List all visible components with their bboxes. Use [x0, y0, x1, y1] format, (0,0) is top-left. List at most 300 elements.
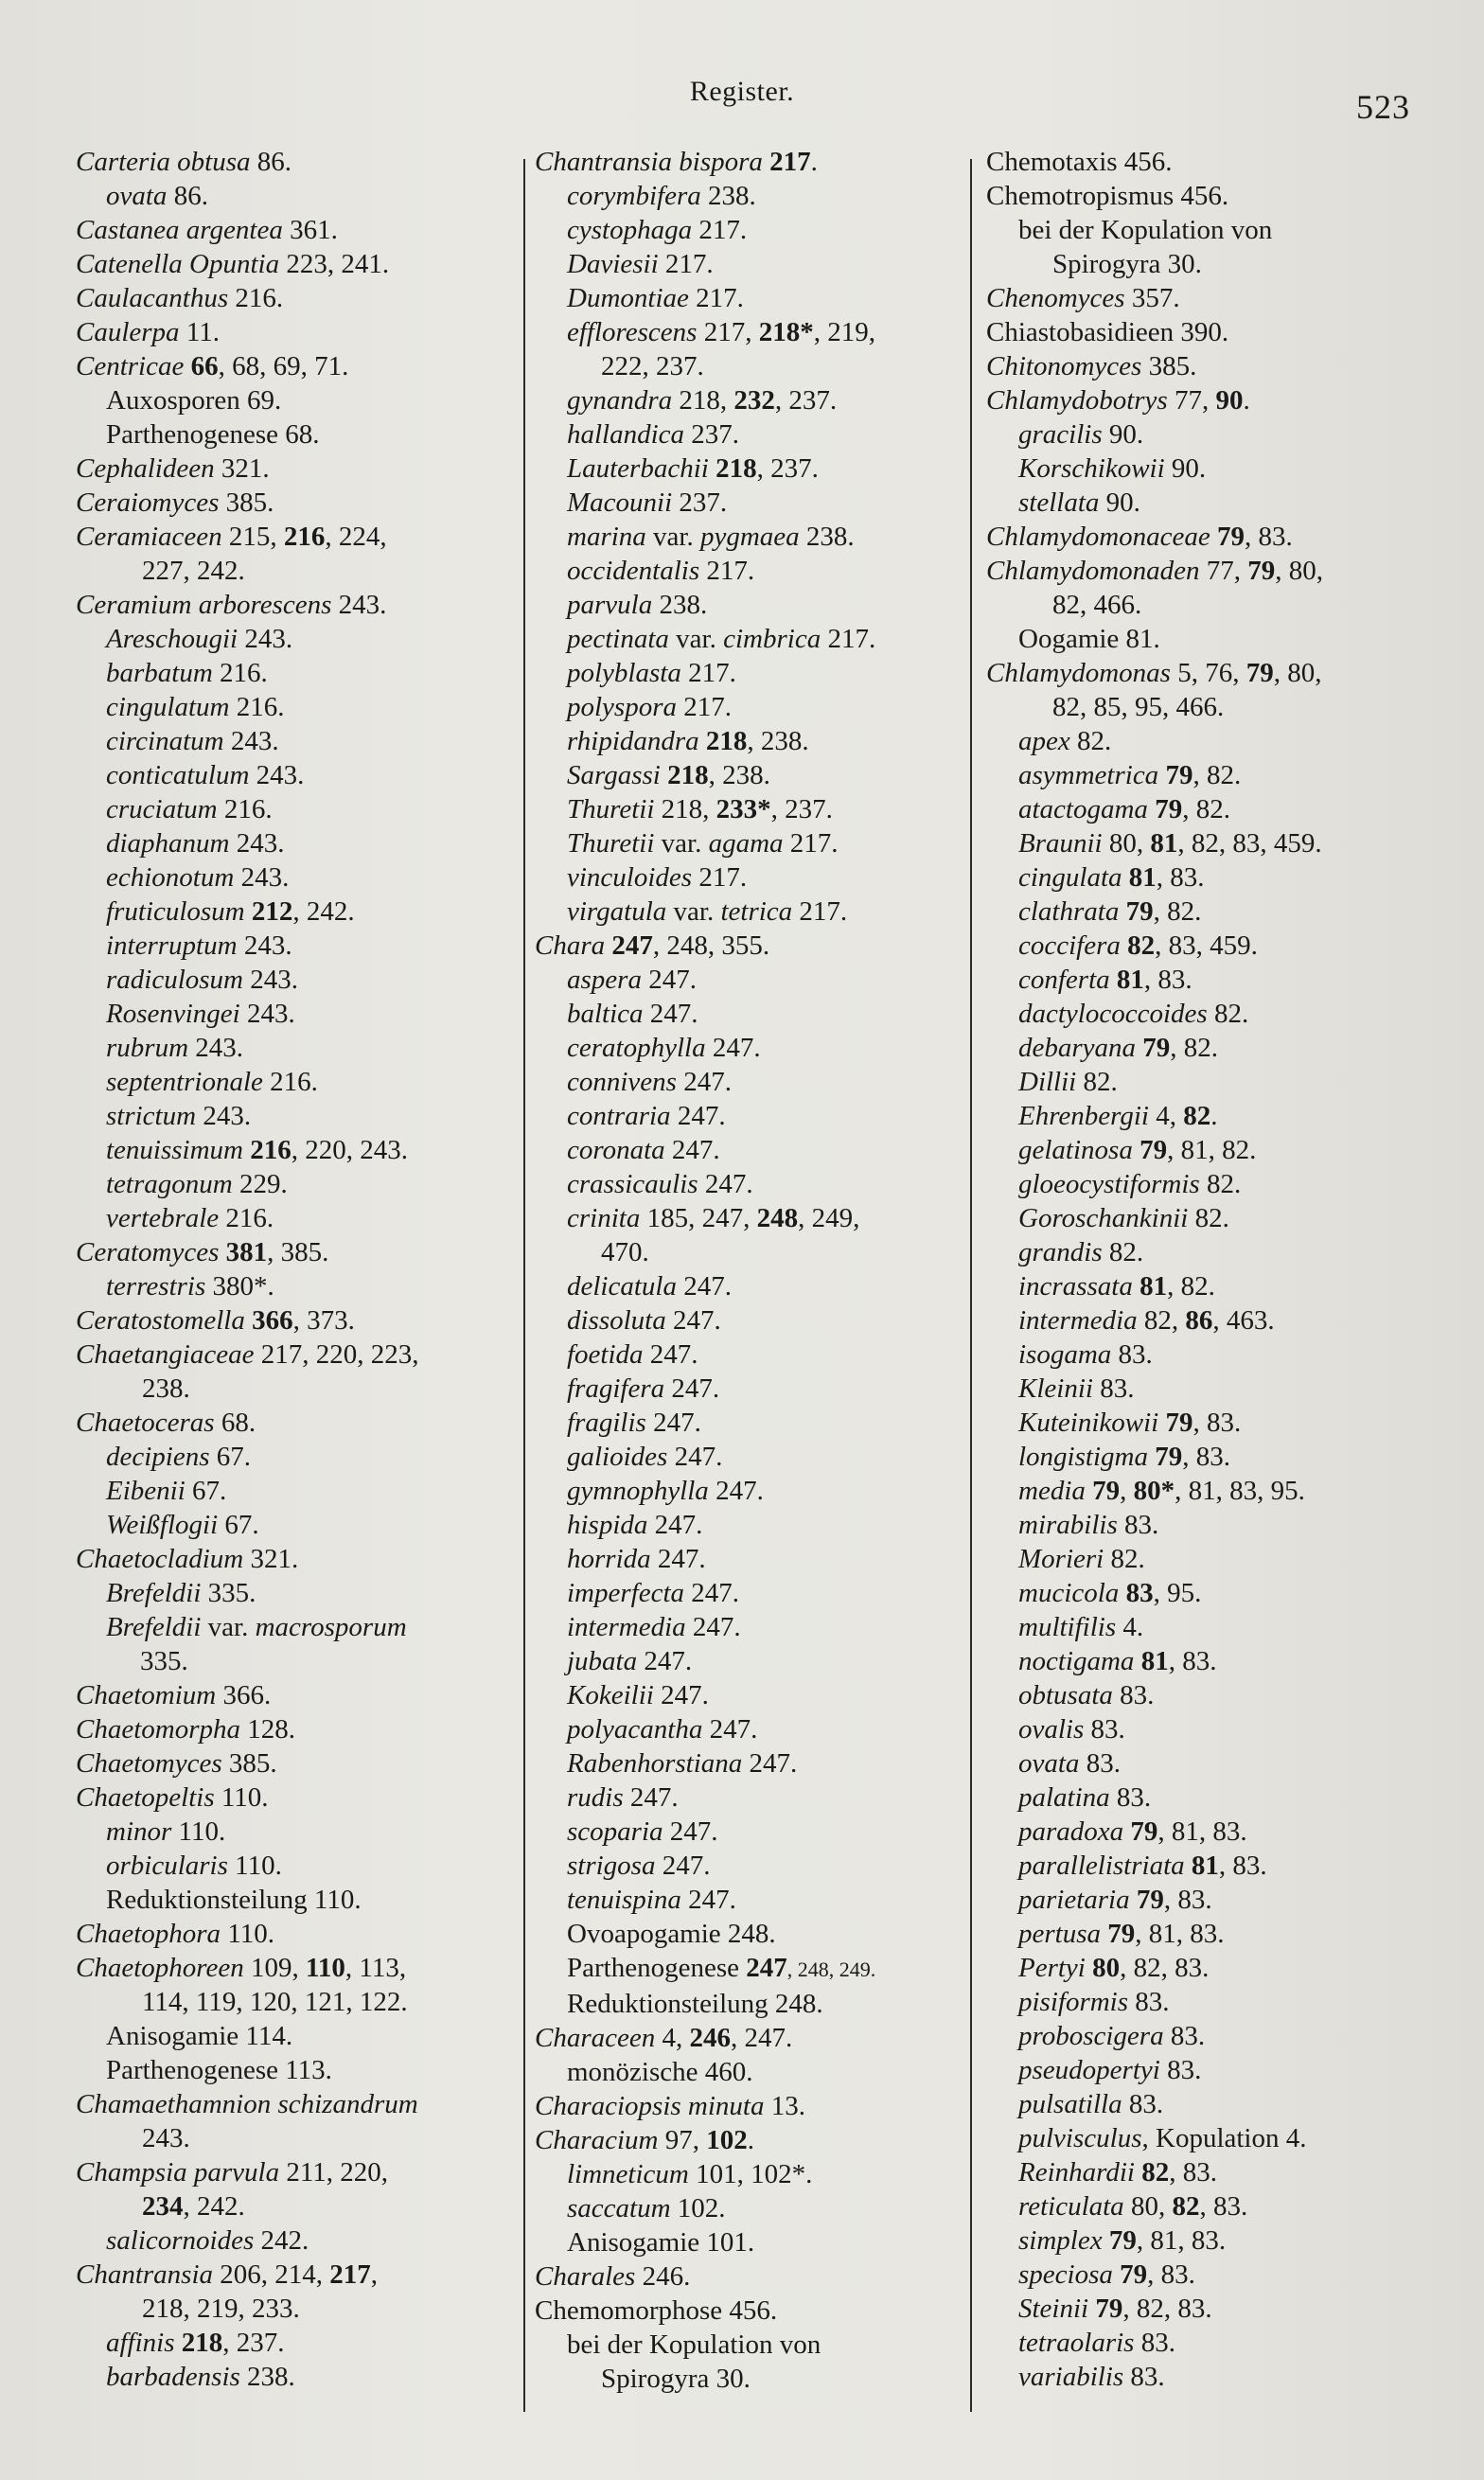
entry-name: noctigama: [1018, 1646, 1135, 1676]
index-entry: [76, 2087, 513, 2155]
entry-text: 357.: [1124, 283, 1180, 313]
entry-text: 83.: [1109, 1782, 1152, 1813]
entry-text: 366.: [216, 1680, 272, 1710]
index-subentry: [986, 1201, 1412, 1235]
entry-text: 243.: [331, 590, 387, 620]
entry-page-main: 82: [1183, 1101, 1211, 1131]
entry-text: 82.: [1104, 1544, 1145, 1574]
entry-page-main: 79: [1165, 1408, 1193, 1438]
entry-text: 247.: [641, 965, 697, 995]
entry-name: Kokeilii: [567, 1680, 654, 1710]
entry-name: cimbrica: [723, 624, 822, 654]
entry-text: 335.: [201, 1578, 256, 1608]
entry-page-main: 234: [142, 2191, 184, 2222]
index-entry: [76, 281, 513, 315]
index-entry: [986, 520, 1412, 554]
entry-name: circinatum: [106, 726, 224, 756]
entry-continuation: 222, 237.: [601, 351, 704, 381]
entry-text: 216.: [228, 283, 284, 313]
entry-text: Oogamie 81.: [1018, 624, 1160, 654]
entry-name: cruciatum: [106, 794, 218, 824]
entry-text: , 81, 83.: [1135, 1919, 1225, 1949]
entry-name: debaryana: [1018, 1033, 1137, 1063]
entry-text: 243.: [238, 624, 293, 654]
entry-text: , 82, 83.: [1120, 1953, 1210, 1983]
entry-text: 238.: [799, 522, 855, 552]
entry-text: 90.: [1099, 487, 1140, 518]
entry-name: minor: [106, 1816, 172, 1847]
entry-page-main: 232: [733, 385, 775, 416]
entry-continuation: 82, 466.: [1052, 590, 1142, 620]
entry-name: Characeen: [535, 2023, 656, 2053]
index-subentry: [76, 1815, 513, 1849]
entry-name: Chaetomorpha: [76, 1714, 240, 1745]
entry-name: multifilis: [1018, 1612, 1117, 1642]
entry-name: salicornoides: [106, 2225, 255, 2256]
entry-text: , 237.: [770, 794, 833, 824]
entry-name: proboscigera: [1018, 2021, 1164, 2051]
entry-text: Parthenogenese: [567, 1953, 747, 1983]
entry-name: delicatula: [567, 1271, 677, 1302]
entry-name: affinis: [106, 2328, 175, 2358]
index-entry: [76, 1303, 513, 1337]
index-subentry: [986, 1508, 1412, 1542]
index-entry: [76, 1746, 513, 1780]
entry-name: ceratophylla: [567, 1033, 706, 1063]
entry-text: [1119, 896, 1125, 927]
index-subentry: [535, 1542, 968, 1576]
index-subentry: [986, 1951, 1412, 1985]
entry-text: 110.: [227, 1851, 282, 1881]
index-subentry: [535, 247, 968, 281]
entry-text: 237.: [684, 419, 740, 450]
index-subentry: [535, 1269, 968, 1303]
entry-page-main: 81: [1128, 862, 1157, 893]
entry-name: pectinata: [567, 624, 669, 654]
entry-text: , 238.: [708, 760, 770, 790]
entry-text: , 373.: [292, 1305, 355, 1336]
index-subentry: [535, 1508, 968, 1542]
entry-name: Chamaethamnion schizandrum: [76, 2089, 418, 2119]
entry-name: efflorescens: [567, 317, 698, 347]
index-subentry: [986, 1303, 1412, 1337]
index-subentry: [535, 383, 968, 417]
index-subentry: [535, 1987, 968, 2021]
entry-text: 67.: [209, 1442, 252, 1472]
entry-name: scoparia: [567, 1816, 663, 1847]
index-subentry: [986, 2326, 1412, 2360]
entry-name: Caulerpa: [76, 317, 180, 347]
entry-name: crinita: [567, 1203, 641, 1233]
entry-name: Reinhardii: [1018, 2157, 1135, 2188]
entry-text: 83.: [1112, 1680, 1155, 1710]
index-subentry: [986, 1849, 1412, 1883]
entry-name: Eibenii: [106, 1476, 186, 1506]
entry-text: .: [1210, 1101, 1218, 1131]
index-subentry: [535, 452, 968, 486]
entry-text: 4.: [1116, 1612, 1144, 1642]
entry-text: Chemomorphose 456.: [535, 2295, 778, 2326]
entry-name: mirabilis: [1018, 1510, 1118, 1540]
index-subentry: [986, 1985, 1412, 2019]
index-entry: [986, 656, 1412, 724]
entry-text: 217.: [692, 862, 748, 893]
entry-name: Ehrenbergii: [1018, 1101, 1149, 1131]
entry-text: 247.: [702, 1714, 758, 1745]
entry-name: Ceraiomyces: [76, 487, 220, 518]
entry-name: rubrum: [106, 1033, 189, 1063]
entry-page-main: 79: [1120, 2259, 1148, 2290]
entry-name: corymbifera: [567, 181, 701, 211]
index-entry: [76, 1235, 513, 1269]
entry-text: 243.: [223, 726, 279, 756]
entry-text: 247.: [662, 1816, 718, 1847]
entry-name: rudis: [567, 1782, 624, 1813]
entry-text: 247.: [650, 1544, 706, 1574]
entry-text: 217.: [658, 249, 714, 279]
index-subentry: [535, 1065, 968, 1099]
index-entry: [986, 281, 1412, 315]
entry-continuation: 114, 119, 120, 121, 122.: [142, 1987, 408, 2017]
entry-name: Thuretii: [567, 794, 655, 824]
index-entry: [76, 588, 513, 622]
entry-text: 247.: [645, 1408, 701, 1438]
entry-name: paradoxa: [1018, 1816, 1124, 1847]
index-subentry: [76, 2223, 513, 2258]
entry-name: pulsatilla: [1018, 2089, 1122, 2119]
index-subentry: [76, 1576, 513, 1610]
index-subentry: [76, 622, 513, 656]
entry-text: , 220, 243.: [291, 1135, 408, 1165]
entry-page-main: 90: [1215, 385, 1244, 416]
entry-text: var.: [668, 624, 724, 654]
index-subentry: [986, 724, 1412, 758]
index-subentry: [535, 1303, 968, 1337]
entry-text: 238.: [652, 590, 708, 620]
entry-name: limneticum: [567, 2159, 689, 2189]
entry-name: tetragonum: [106, 1169, 233, 1199]
entry-name: interruptum: [106, 930, 238, 961]
index-subentry: [986, 1576, 1412, 1610]
entry-page-main: 366: [252, 1305, 293, 1336]
entry-text: 110.: [214, 1782, 269, 1813]
index-subentry: [535, 588, 968, 622]
column-divider: [970, 159, 972, 2412]
entry-text: , 237.: [774, 385, 838, 416]
entry-name: Chlamydomonaden: [986, 556, 1200, 586]
index-subentry: [76, 1610, 513, 1678]
entry-continuation: 470.: [601, 1237, 649, 1267]
entry-name: Chlamydobotrys: [986, 385, 1168, 416]
entry-name: Chaetomyces: [76, 1748, 222, 1779]
entry-text: , 249,: [798, 1203, 860, 1233]
entry-text: 82.: [1102, 1237, 1144, 1267]
entry-text: 243.: [249, 760, 305, 790]
entry-name: Chaetophora: [76, 1919, 221, 1949]
index-subentry: [986, 2292, 1412, 2326]
index-entry: [76, 1406, 513, 1440]
entry-name: hispida: [567, 1510, 648, 1540]
entry-name: variabilis: [1018, 2362, 1124, 2392]
entry-name: pseudopertyi: [1018, 2055, 1160, 2085]
entry-text: 90.: [1164, 453, 1207, 484]
entry-name: cingulatum: [106, 692, 230, 722]
entry-name: diaphanum: [106, 828, 230, 859]
entry-text: , 83.: [1169, 2157, 1217, 2188]
entry-name: Chantransia bispora: [535, 147, 763, 177]
entry-text: 217.: [821, 624, 876, 654]
entry-text: 80,: [1123, 2191, 1173, 2222]
index-subentry: [986, 963, 1412, 997]
entry-text: 216.: [219, 1203, 274, 1233]
entry-page-main: 216: [250, 1135, 292, 1165]
entry-page-main: 79: [1092, 1476, 1121, 1506]
entry-name: dactylococcoides: [1018, 999, 1208, 1029]
entry-text: 247.: [665, 1305, 721, 1336]
entry-name: Chenomyces: [986, 283, 1125, 313]
index-subentry: [535, 1201, 968, 1269]
index-subentry: [535, 724, 968, 758]
index-subentry: [535, 2225, 968, 2259]
entry-name: Kuteinikowii: [1018, 1408, 1159, 1438]
index-subentry: [535, 1337, 968, 1372]
entry-name: Catenella Opuntia: [76, 249, 280, 279]
entry-text: 216.: [262, 1067, 318, 1097]
index-entry: [535, 2259, 968, 2294]
column-divider: [523, 159, 525, 2412]
entry-name: marina: [567, 522, 646, 552]
entry-text: , 83, 459.: [1155, 930, 1258, 961]
entry-text: 83.: [1117, 1510, 1159, 1540]
entry-text: 242.: [254, 2225, 309, 2256]
index-subentry: [76, 2053, 513, 2087]
index-subentry: [535, 1951, 968, 1987]
entry-name: Daviesii: [567, 249, 659, 279]
index-subentry: [76, 792, 513, 826]
index-subentry: [535, 1406, 968, 1440]
index-entry: [76, 247, 513, 281]
index-subentry: [76, 1167, 513, 1201]
index-subentry: [535, 656, 968, 690]
index-entry: [535, 2294, 968, 2328]
entry-text: Chemotaxis 456.: [986, 147, 1173, 177]
index-subentry: [986, 1712, 1412, 1746]
entry-page-main: 79: [1125, 896, 1154, 927]
entry-name: polyspora: [567, 692, 677, 722]
entry-text: [1133, 1271, 1140, 1302]
entry-name: asymmetrica: [1018, 760, 1159, 790]
entry-text: 247.: [653, 1680, 709, 1710]
entry-text: , 242.: [292, 896, 355, 927]
entry-text: 83.: [1092, 1373, 1135, 1404]
entry-text: [1134, 1646, 1140, 1676]
index-subentry: [76, 417, 513, 452]
entry-text: 217, 220, 223,: [254, 1339, 419, 1370]
index-entry: [76, 452, 513, 486]
index-subentry: [986, 997, 1412, 1031]
entry-page-main: 218: [181, 2328, 223, 2358]
entry-name: Rosenvingei: [106, 999, 240, 1029]
entry-text: [184, 351, 190, 381]
entry-text: Anisogamie 101.: [567, 2227, 755, 2258]
entry-page-main: 248: [756, 1203, 799, 1233]
entry-text: , 238.: [747, 726, 809, 756]
entry-name: virgatula: [567, 896, 667, 927]
entry-name: Brefeldii: [106, 1578, 202, 1608]
entry-text: 216.: [229, 692, 285, 722]
entry-text: 101, 102*.: [688, 2159, 813, 2189]
entry-text: , 82.: [1182, 794, 1230, 824]
entry-text: 185, 247,: [640, 1203, 757, 1233]
entry-text: 243.: [229, 828, 285, 859]
entry-name: Chaetophoreen: [76, 1953, 244, 1983]
entry-text: 110.: [171, 1816, 226, 1847]
entry-text: , 83.: [1199, 2191, 1248, 2222]
index-subentry: [986, 1031, 1412, 1065]
entry-text: , 248, 355.: [652, 930, 770, 961]
entry-text: 247.: [685, 1612, 741, 1642]
entry-text: 109,: [243, 1953, 306, 1983]
entry-text: 321.: [243, 1544, 299, 1574]
index-subentry: [986, 1099, 1412, 1133]
index-entry: [76, 1712, 513, 1746]
entry-name: barbadensis: [106, 2362, 240, 2392]
entry-page-main: 80*: [1133, 1476, 1175, 1506]
index-subentry: [76, 2326, 513, 2360]
entry-text: , 219,: [813, 317, 875, 347]
index-entry: [76, 1678, 513, 1712]
index-subentry: [535, 1031, 968, 1065]
entry-text: 321.: [214, 453, 270, 484]
index-subentry: [535, 1099, 968, 1133]
entry-text: 83.: [1084, 1714, 1125, 1745]
entry-name: Chaetangiaceae: [76, 1339, 255, 1370]
entry-name: saccatum: [567, 2193, 671, 2223]
entry-text: , 81, 82.: [1167, 1135, 1257, 1165]
entry-text: 247.: [742, 1748, 798, 1779]
entry-name: clathrata: [1018, 896, 1120, 927]
entry-text: 77,: [1167, 385, 1216, 416]
index-entry: [535, 2089, 968, 2123]
index-subentry: [535, 1883, 968, 1917]
entry-text: , 242.: [183, 2191, 245, 2222]
index-subentry: [535, 1576, 968, 1610]
index-entry: [76, 1337, 513, 1406]
entry-name: conticatulum: [106, 760, 250, 790]
entry-text: 243.: [196, 1101, 252, 1131]
entry-page-main: 79: [1142, 1033, 1171, 1063]
entry-name: Dumontiae: [567, 283, 689, 313]
entry-name: pertusa: [1018, 1919, 1101, 1949]
entry-name: Chara: [535, 930, 606, 961]
index-column-3: [986, 145, 1412, 2394]
entry-text: 211, 220,: [279, 2157, 389, 2188]
entry-page-main: 247: [746, 1953, 787, 1983]
index-subentry: [986, 758, 1412, 792]
entry-name: Braunii: [1018, 828, 1103, 859]
entry-name: Kleinii: [1018, 1373, 1093, 1404]
entry-continuation: Spirogyra 30.: [601, 2364, 751, 2394]
entry-text: 218,: [672, 385, 734, 416]
entry-name: Morieri: [1018, 1544, 1104, 1574]
entry-text: , Kopulation 4.: [1141, 2123, 1307, 2153]
entry-continuation: 82, 85, 95, 466.: [1052, 692, 1225, 722]
entry-text: Reduktionsteilung 248.: [567, 1989, 823, 2019]
entry-name: Ceramium arborescens: [76, 590, 332, 620]
entry-text: 243.: [188, 1033, 244, 1063]
entry-text: 217.: [680, 658, 736, 688]
entry-name: Lauterbachii: [567, 453, 709, 484]
entry-page-main: 80: [1092, 1953, 1121, 1983]
index-subentry: [76, 1849, 513, 1883]
entry-name: Chlamydomonaceae: [986, 522, 1210, 552]
entry-name: agama: [708, 828, 784, 859]
entry-text: 247.: [664, 1373, 720, 1404]
index-column-2: [535, 145, 968, 2396]
index-subentry: [986, 1133, 1412, 1167]
entry-name: polyacantha: [567, 1714, 703, 1745]
entry-page-main: 79: [1108, 2225, 1137, 2256]
entry-name: Caulacanthus: [76, 283, 229, 313]
index-subentry: [986, 1269, 1412, 1303]
entry-name: Castanea argentea: [76, 215, 283, 245]
index-subentry: [76, 1883, 513, 1917]
entry-text: var.: [666, 896, 721, 927]
entry-name: Chantransia: [76, 2259, 214, 2290]
entry-name: Ceramiaceen: [76, 522, 222, 552]
index-subentry: [986, 2189, 1412, 2223]
entry-name: ovalis: [1018, 1714, 1085, 1745]
index-subentry: [986, 1815, 1412, 1849]
entry-text: , 83.: [1245, 522, 1293, 552]
entry-text: , 224,: [325, 522, 387, 552]
entry-text: [245, 896, 252, 927]
index-subentry: [535, 860, 968, 895]
index-entry: [76, 1951, 513, 2019]
index-subentry: [535, 963, 968, 997]
entry-text: , 237.: [756, 453, 819, 484]
index-entry: [76, 349, 513, 383]
index-subentry: [76, 383, 513, 417]
entry-name: Ceratomyces: [76, 1237, 220, 1267]
index-subentry: [535, 281, 968, 315]
entry-text: 247.: [667, 1442, 723, 1472]
index-entry: [76, 315, 513, 349]
entry-text: 243.: [239, 999, 295, 1029]
index-subentry: [535, 1644, 968, 1678]
entry-text: 238.: [239, 2362, 295, 2392]
entry-text: 80,: [1102, 828, 1151, 859]
index-subentry: [76, 1269, 513, 1303]
entry-page-main: 81: [1191, 1851, 1219, 1881]
entry-continuation: 243.: [142, 2123, 190, 2153]
entry-name: Weißflogii: [106, 1510, 219, 1540]
entry-text: [1122, 862, 1129, 893]
entry-text: [245, 1305, 252, 1336]
entry-name: vinculoides: [567, 862, 693, 893]
entry-text: 237.: [672, 487, 728, 518]
entry-name: Chaetopeltis: [76, 1782, 215, 1813]
entry-name: contraria: [567, 1101, 671, 1131]
entry-text: Chemotropismus 456.: [986, 181, 1229, 211]
entry-text: Reduktionsteilung 110.: [106, 1885, 362, 1915]
index-subentry: [986, 826, 1412, 860]
entry-name: Ceratostomella: [76, 1305, 245, 1336]
entry-name: Chaetomium: [76, 1680, 217, 1710]
entry-name: conferta: [1018, 965, 1110, 995]
entry-page-main: 79: [1217, 522, 1246, 552]
entry-text: 77,: [1199, 556, 1248, 586]
